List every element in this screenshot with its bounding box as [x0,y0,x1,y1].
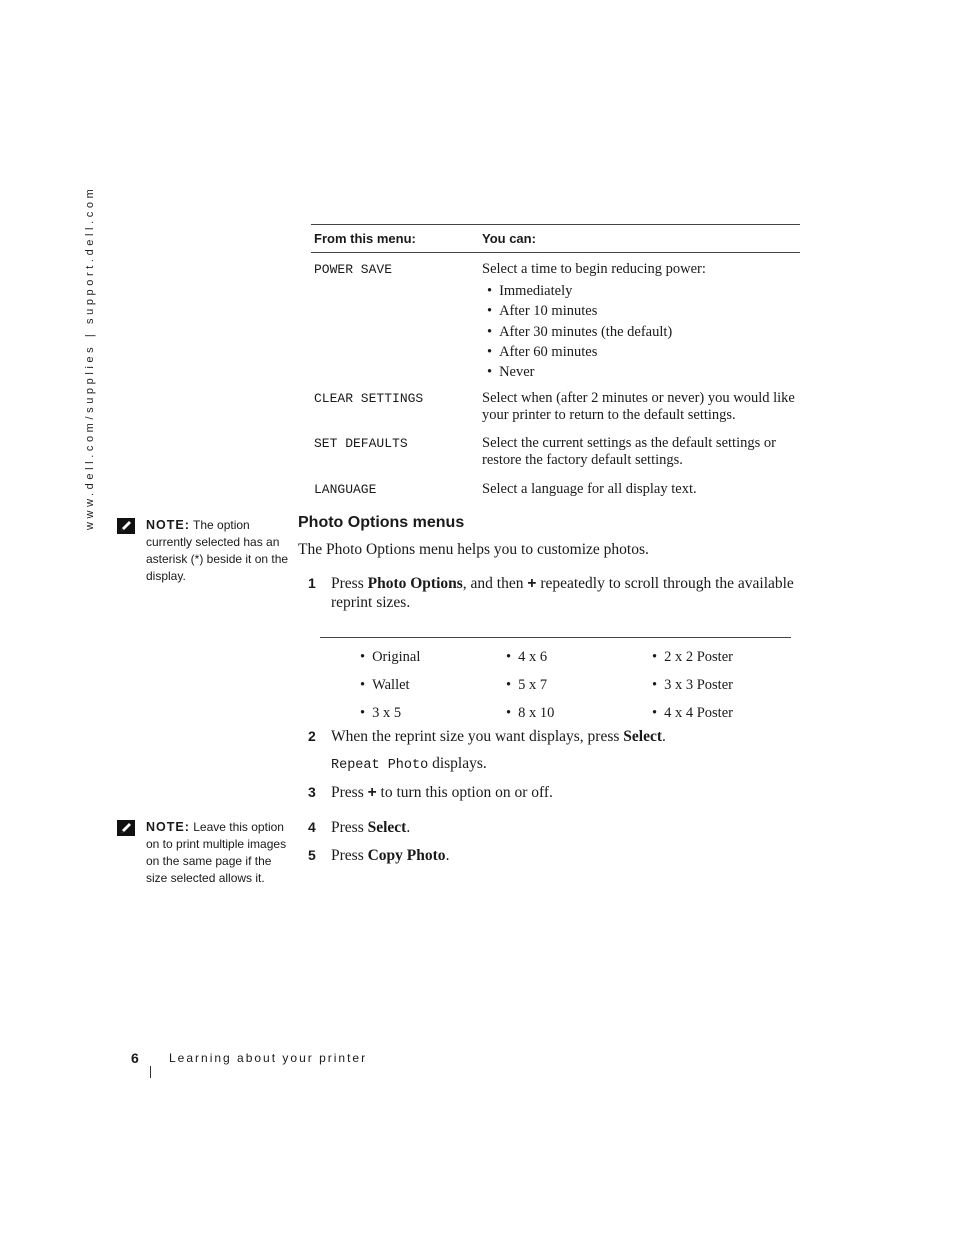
chapter-title: Learning about your printer [169,1051,368,1065]
size-item: • 2 x 2 Poster [652,643,798,671]
menu-desc: Select a language for all display text. [482,481,697,498]
size-item: • 5 x 7 [506,671,652,699]
list-item: • Immediately [482,281,800,301]
plus-button-ref: + [367,784,377,801]
step-2: 2 When the reprint size you want displays, press Select. [308,728,666,745]
side-url: www.dell.com/supplies | support.dell.com [84,185,96,530]
list-item: • After 10 minutes [482,301,800,321]
step-3: 3 Press + to turn this option on or off. [308,784,553,801]
step-2-result: Repeat Photo displays. [331,755,487,773]
table-row [311,390,800,424]
step-number: 5 [308,847,316,863]
plus-button-ref: + [527,575,537,592]
section-intro: The Photo Options menu helps you to customize photos. [298,541,649,558]
menu-desc: Select a time to begin reducing power: [482,261,706,277]
step-1: 1 Press Photo Options, and then + repeatedly to scroll through the available reprint sizes. [308,575,794,611]
table-row [311,435,800,469]
size-item: • Original [360,643,506,671]
note-text: Leave this option on to print multiple images on the same page if the size selected allows it. [146,820,287,885]
list-item: • After 60 minutes [482,342,800,362]
note-pencil-icon [116,819,136,837]
button-ref: Select [623,728,663,745]
note-current-selection [116,517,296,585]
note-label: NOTE: [146,820,190,834]
step-4: 4 Press Select. [308,819,411,836]
size-item: • 8 x 10 [506,699,652,727]
table-header [311,225,800,253]
step-number: 4 [308,819,316,835]
header-action: You can: [482,231,536,246]
button-ref: Photo Options [367,575,463,592]
reprint-sizes-table [320,637,791,727]
footer-divider [150,1066,151,1078]
header-menu: From this menu: [314,231,416,246]
size-item: • 4 x 6 [506,643,652,671]
button-ref: Copy Photo [367,847,446,864]
size-item: • Wallet [360,671,506,699]
menu-desc: Select when (after 2 minutes or never) you would like your printer to return to the default settings. [482,390,795,424]
note-text: The option currently selected has an asterisk (*) beside it on the display. [146,518,289,583]
note-repeat-photo [116,819,296,887]
list-item: • After 30 minutes (the default) [482,322,800,342]
step-number: 3 [308,784,316,800]
bullet-list [482,281,800,382]
page-number: 6 [131,1050,139,1066]
menu-table [311,224,800,498]
menu-name: POWER SAVE [314,262,393,277]
menu-name: LANGUAGE [314,482,377,498]
step-number: 2 [308,728,316,744]
step-number: 1 [308,575,316,591]
section-title: Photo Options menus [298,514,465,531]
note-label: NOTE: [146,518,190,532]
size-item: • 3 x 5 [360,699,506,727]
note-pencil-icon [116,517,136,535]
list-item: • Never [482,362,800,382]
size-item: • 4 x 4 Poster [652,699,798,727]
menu-name: SET DEFAULTS [314,436,408,452]
step-5: 5 Press Copy Photo. [308,847,450,864]
table-row [311,481,800,498]
display-text: Repeat Photo [331,758,429,773]
menu-desc: Select the current settings as the default settings or restore the factory default settings. [482,435,776,469]
size-item: • 3 x 3 Poster [652,671,798,699]
table-row [311,261,800,382]
menu-name: CLEAR SETTINGS [314,391,424,407]
button-ref: Select [367,819,407,836]
